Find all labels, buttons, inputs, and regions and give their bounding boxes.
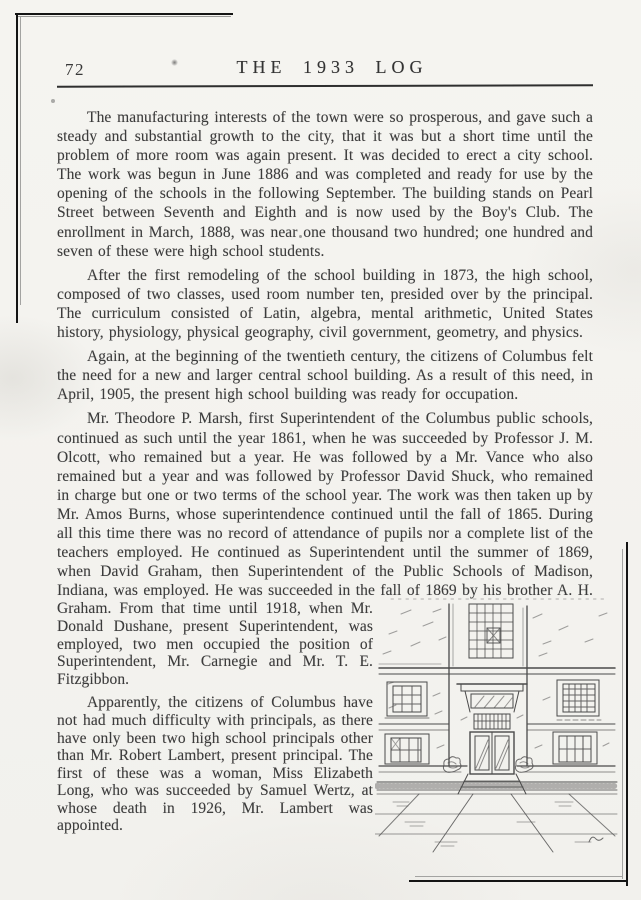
ink-speck: [171, 59, 178, 66]
scan-edge-left-echo: [20, 17, 21, 305]
wrap-zone: [57, 600, 593, 835]
scan-edge-bottom: [409, 880, 628, 882]
paragraph-superintendents-continuation: Graham. From that time until 1918, when Mr. Donald Dushane, present Superintendent, was employed, two men occupied the position of Superintendent, Mr. Carnegie and Mr. T. E. Fitzgibbon.: [57, 600, 373, 688]
page-header: [57, 57, 593, 83]
paragraph-superintendents: Mr. Theodore P. Marsh, first Superintendent of the Columbus public schools, continued as such until the year 1861, when he was succeeded by Professor J. M. Olcott, who remained but a year. He was followed by a Mr. Vance who also remained but a year and was followed by Professor David Shuck, who remained in charge but one or two terms of the school year. The work was then taken up by Mr. Amos Burns, whose superintendence continued until the fall of 1865. During all this time there was no record of attendance of pupils nor a complete list of the teachers employed. He continued as Superintendent until the summer of 1869, when David Graham, then Superintendent of the Public Schools of Madison, Indiana, was employed. He was succeeded in the fall of 1869 by his brother A. H.: [57, 410, 593, 600]
scan-edge-top: [15, 13, 233, 15]
school-building-sketch-icon: [375, 596, 619, 854]
text-column: [57, 108, 593, 868]
paragraph-new-building: Again, at the beginning of the twentieth century, the citizens of Columbus felt the need for a new and larger central school building. As a result of this need, in April, 1905, the present high school building was ready for occupation.: [57, 348, 593, 404]
header-rule: [57, 84, 593, 87]
ink-speck: [51, 99, 55, 103]
page-number: 72: [65, 60, 85, 79]
paragraph-remodeling: After the first remodeling of the school building in 1873, the high school, composed of two classes, used room number ten, presided over by the principal. The curriculum consisted of Latin, algebra, mental arithmetic, United States history, physiology, physical geography, civil government, geometry, and physics.: [57, 266, 593, 342]
school-building-illustration: [381, 602, 593, 868]
scan-edge-left: [16, 13, 18, 323]
scan-edge-right: [626, 542, 628, 886]
paragraph-manufacturing: The manufacturing interests of the town were so prosperous, and gave such a steady and substantial growth to the city, that it was but a short time until the problem of more room was again present. It was decided to erect a city school. The work was begun in June 1886 and was completed and ready for use by the opening of the schools in the following September. The building stands on Pearl Street between Seventh and Eighth and is now used by the Boy's Club. The enrollment in March, 1888, was near one thousand two hundred; one hundred and seven of these were high school students.: [57, 109, 593, 260]
paragraph-principals: Apparently, the citizens of Columbus have not had much difficulty with principals, as there have only been two high school principals other than Mr. Robert Lambert, present principal. The first of these was a woman, Miss Elizabeth Long, who was succeeded by Samuel Wertz, at whose death in 1926, Mr. Lambert was appointed.: [57, 694, 373, 835]
scan-edge-right-echo: [622, 549, 623, 879]
scan-edge-top-echo: [17, 16, 231, 17]
page-title: THE 1933 LOG: [236, 57, 428, 77]
scan-edge-bottom-echo: [415, 876, 623, 877]
